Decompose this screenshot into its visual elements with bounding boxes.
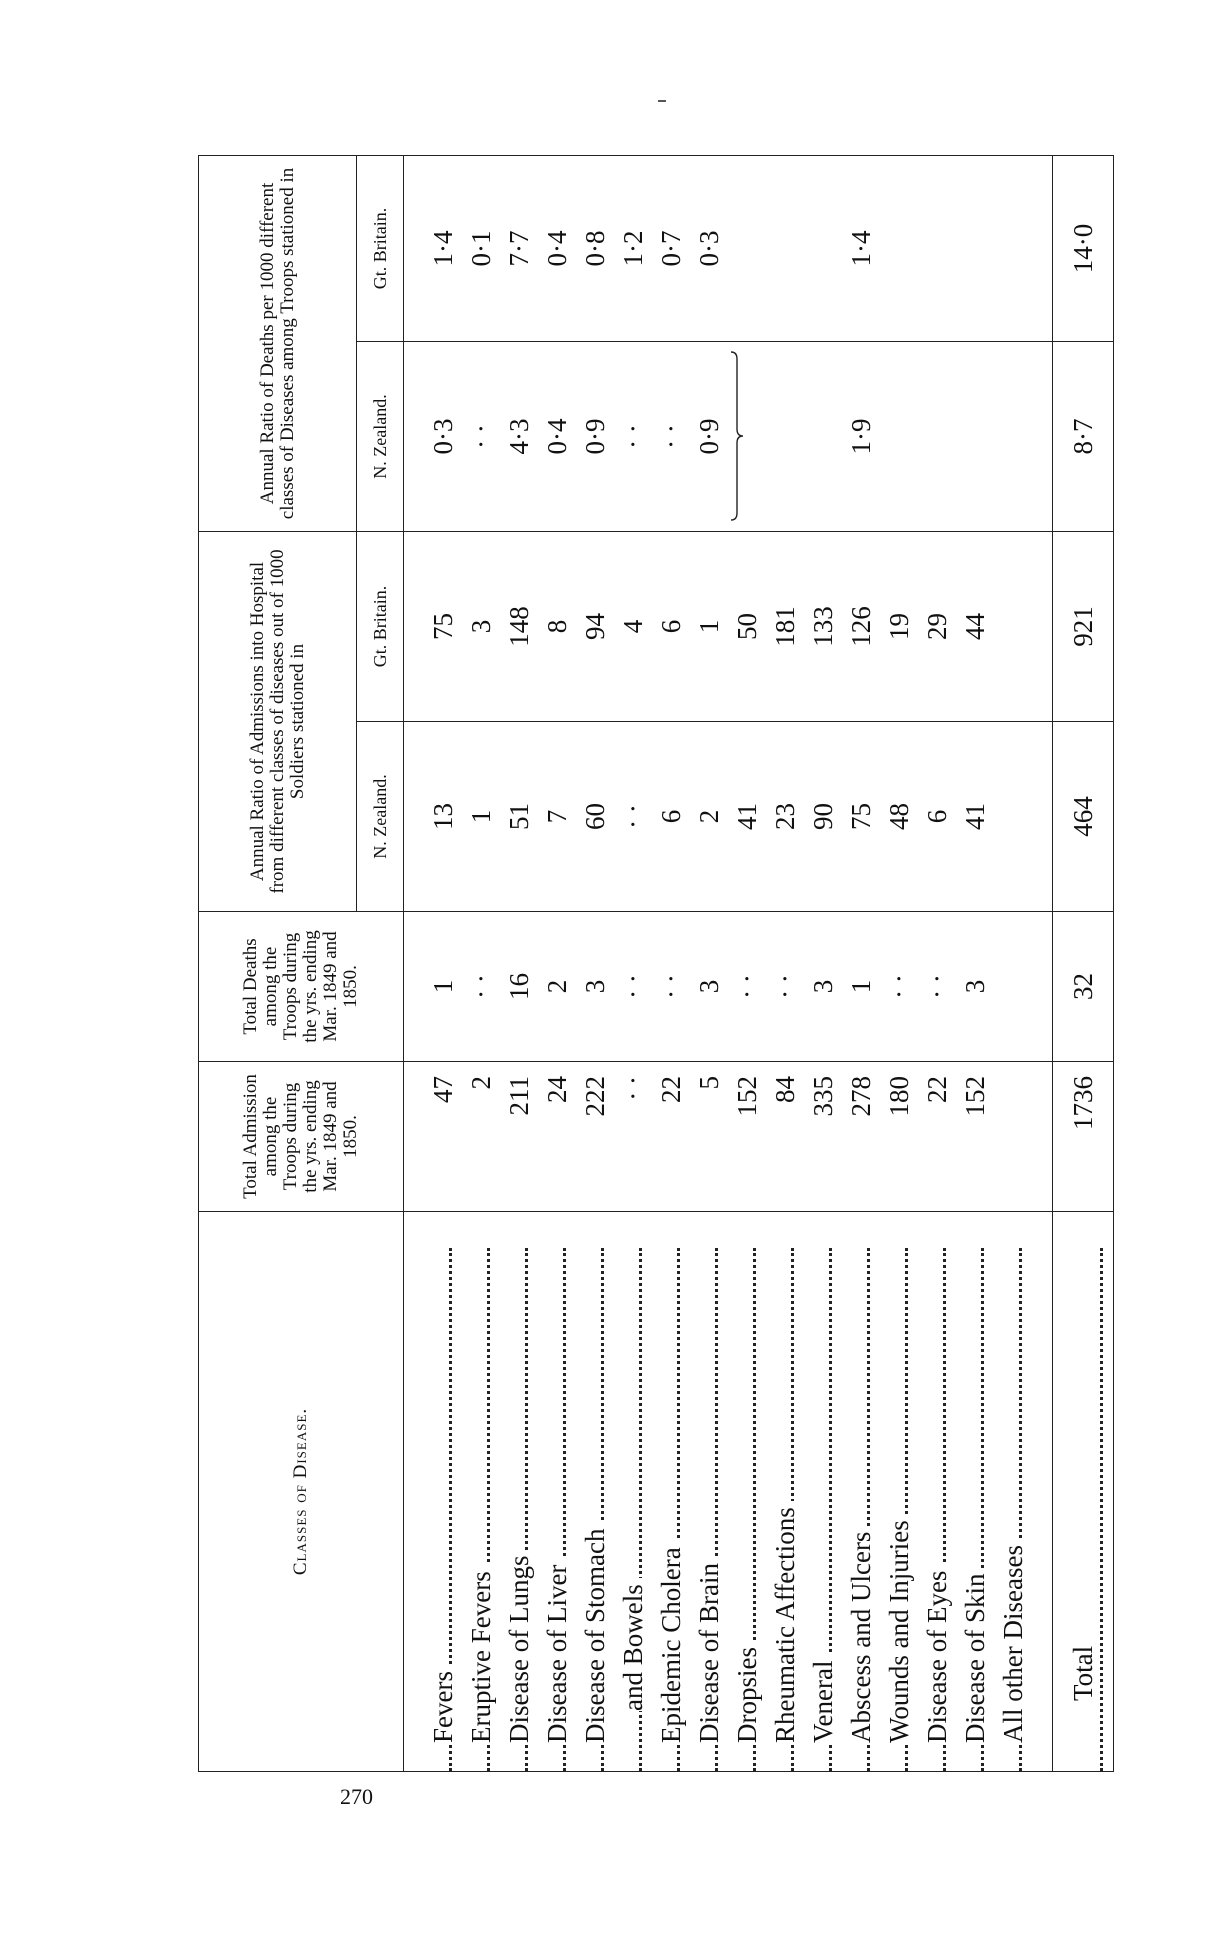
cell-deaths: · ·	[766, 912, 804, 1062]
disease-name: and Bowels	[618, 1578, 648, 1711]
leader-dots	[1100, 1248, 1103, 1771]
cell-adm-gb: 29	[918, 531, 956, 721]
header-death-gb: Gt. Britain.	[357, 155, 404, 341]
disease-name-cell	[614, 1212, 652, 1772]
cell-adm: 84	[766, 1062, 804, 1212]
table-row	[614, 155, 652, 1771]
disease-name-cell	[462, 1212, 500, 1772]
disease-name: Fevers	[428, 1665, 458, 1743]
disease-name: Rheumatic Affections	[770, 1501, 800, 1743]
header-classes-of-disease: Classes of Disease.	[199, 1212, 404, 1772]
cell-deaths: 1	[424, 912, 462, 1062]
cell-death-gb	[918, 155, 956, 341]
disease-name-cell	[804, 1212, 842, 1772]
disease-name-cell	[728, 1212, 766, 1772]
cell-death-gb: 0·4	[538, 155, 576, 341]
disease-name-cell	[766, 1212, 804, 1772]
header-death-nz: N. Zealand.	[357, 341, 404, 531]
cell-death-gb	[956, 155, 994, 341]
cell-adm-gb: 44	[956, 531, 994, 721]
table-row	[576, 155, 614, 1771]
disease-name-cell	[956, 1212, 994, 1772]
cell-adm: 180	[880, 1062, 918, 1212]
cell-death-nz: · ·	[614, 341, 652, 531]
cell-adm-nz: 6	[918, 722, 956, 912]
cell-adm-nz: 41	[728, 722, 766, 912]
header-adm-gb: Gt. Britain.	[357, 531, 404, 721]
disease-name: Disease of Eyes	[922, 1565, 952, 1743]
table-row	[538, 155, 576, 1771]
cell-death-nz	[766, 341, 804, 531]
disease-name-cell	[500, 1212, 538, 1772]
cell-adm-gb: 921	[1053, 531, 1114, 721]
total-row	[1053, 155, 1114, 1771]
page-number: 270	[340, 1784, 373, 1809]
table-row	[424, 155, 462, 1771]
cell-death-gb: 7·7	[500, 155, 538, 341]
cell-adm-nz: 2	[690, 722, 728, 912]
cell-deaths: 1	[842, 912, 880, 1062]
disease-name: Disease of Liver	[542, 1559, 572, 1743]
cell-death-nz: 4·3	[500, 341, 538, 531]
cell-deaths: 3	[804, 912, 842, 1062]
table-row	[728, 155, 766, 1771]
table-row	[804, 155, 842, 1771]
disease-name: Disease of Lungs	[504, 1550, 534, 1743]
cell-deaths: · ·	[728, 912, 766, 1062]
cell-death-nz	[994, 341, 1032, 531]
corner-mark	[658, 100, 666, 102]
cell-deaths: 16	[500, 912, 538, 1062]
disease-name: All other Diseases	[998, 1539, 1028, 1743]
cell-adm-nz	[994, 722, 1032, 912]
cell-adm-nz: 60	[576, 722, 614, 912]
cell-death-gb	[766, 155, 804, 341]
cell-adm-gb: 6	[652, 531, 690, 721]
cell-adm: 22	[652, 1062, 690, 1212]
table-row	[918, 155, 956, 1771]
cell-deaths: · ·	[462, 912, 500, 1062]
cell-adm-gb: 19	[880, 531, 918, 721]
cell-death-nz	[956, 341, 994, 531]
cell-adm: 5	[690, 1062, 728, 1212]
table-row	[880, 155, 918, 1771]
cell-deaths: · ·	[918, 912, 956, 1062]
cell-adm-gb: 3	[462, 531, 500, 721]
cell-adm: 222	[576, 1062, 614, 1212]
cell-adm-nz: 51	[500, 722, 538, 912]
cell-deaths: · ·	[614, 912, 652, 1062]
cell-death-nz	[728, 341, 766, 531]
table-row	[462, 155, 500, 1771]
cell-adm-gb: 50	[728, 531, 766, 721]
header-total-deaths: Total Deaths among the Troops during the yrs. ending Mar. 1849 and 1850.	[199, 912, 404, 1062]
disease-name: Disease of Brain	[694, 1557, 724, 1743]
disease-statistics-table	[198, 155, 1114, 1772]
table-row	[652, 155, 690, 1771]
disease-name-cell	[842, 1212, 880, 1772]
cell-death-nz: 0·9	[576, 341, 614, 531]
cell-adm-nz: 48	[880, 722, 918, 912]
disease-name-cell	[690, 1212, 728, 1772]
cell-death-gb	[728, 155, 766, 341]
table-row	[766, 155, 804, 1771]
cell-death-nz: · ·	[462, 341, 500, 531]
cell-death-gb: 1·4	[424, 155, 462, 341]
table-row	[842, 155, 880, 1771]
cell-deaths: · ·	[652, 912, 690, 1062]
disease-name: Epidemic Cholera	[656, 1541, 686, 1743]
cell-death-gb	[880, 155, 918, 341]
cell-adm-gb: 94	[576, 531, 614, 721]
cell-death-nz	[880, 341, 918, 531]
cell-adm-nz: · ·	[614, 722, 652, 912]
cell-adm-nz: 7	[538, 722, 576, 912]
disease-name: Eruptive Fevers	[466, 1565, 496, 1743]
cell-adm: 22	[918, 1062, 956, 1212]
cell-death-nz	[918, 341, 956, 531]
cell-death-nz: · ·	[652, 341, 690, 531]
cell-death-nz: 0·9	[690, 341, 728, 531]
cell-adm	[994, 1062, 1032, 1212]
cell-adm-nz: 75	[842, 722, 880, 912]
cell-deaths: 3	[690, 912, 728, 1062]
disease-name: Dropsies	[732, 1641, 762, 1743]
disease-name: Wounds and Injuries	[884, 1514, 914, 1743]
cell-death-nz	[804, 341, 842, 531]
cell-adm-gb: 8	[538, 531, 576, 721]
disease-name: Veneral	[808, 1655, 838, 1743]
disease-name: Abscess and Ulcers	[846, 1526, 876, 1743]
cell-death-nz: 0·3	[424, 341, 462, 531]
cell-deaths: 3	[576, 912, 614, 1062]
cell-death-gb: 0·8	[576, 155, 614, 341]
cell-death-nz: 0·4	[538, 341, 576, 531]
header-total-admissions: Total Admission among the Troops during the yrs. ending Mar. 1849 and 1850.	[199, 1062, 404, 1212]
disease-name-cell	[1053, 1212, 1114, 1772]
cell-death-gb: 0·1	[462, 155, 500, 341]
cell-adm-gb: 1	[690, 531, 728, 721]
disease-name-cell	[538, 1212, 576, 1772]
cell-death-gb: 0·7	[652, 155, 690, 341]
disease-name-cell	[994, 1212, 1032, 1772]
cell-death-gb: 14·0	[1053, 155, 1114, 341]
cell-adm: 1736	[1053, 1062, 1114, 1212]
disease-name-cell	[918, 1212, 956, 1772]
cell-adm: 335	[804, 1062, 842, 1212]
cell-deaths: 2	[538, 912, 576, 1062]
disease-name-cell	[576, 1212, 614, 1772]
cell-adm-gb: 148	[500, 531, 538, 721]
cell-adm-gb: 4	[614, 531, 652, 721]
cell-deaths: 3	[956, 912, 994, 1062]
table-row	[956, 155, 994, 1771]
cell-adm: · ·	[614, 1062, 652, 1212]
cell-adm: 152	[728, 1062, 766, 1212]
cell-deaths	[994, 912, 1032, 1062]
cell-adm-gb: 126	[842, 531, 880, 721]
cell-deaths: · ·	[880, 912, 918, 1062]
cell-adm-nz: 464	[1053, 722, 1114, 912]
cell-adm-nz: 41	[956, 722, 994, 912]
table-row	[994, 155, 1032, 1771]
cell-adm: 47	[424, 1062, 462, 1212]
cell-adm-gb: 75	[424, 531, 462, 721]
cell-adm: 211	[500, 1062, 538, 1212]
disease-name: Disease of Stomach	[580, 1523, 610, 1743]
cell-death-nz: 1·9	[842, 341, 880, 531]
disease-name: Disease of Skin	[960, 1568, 990, 1743]
table-body	[404, 155, 1114, 1771]
cell-adm-nz: 6	[652, 722, 690, 912]
grouping-brace-icon	[730, 351, 744, 521]
cell-adm-nz: 90	[804, 722, 842, 912]
header-ratio-deaths: Annual Ratio of Deaths per 1000 different classes of Diseases among Troops stationed in	[199, 155, 357, 531]
disease-name-cell	[652, 1212, 690, 1772]
table-row	[690, 155, 728, 1771]
disease-name: Total	[1068, 1640, 1098, 1701]
cell-death-gb: 1·2	[614, 155, 652, 341]
cell-adm: 278	[842, 1062, 880, 1212]
cell-death-nz: 8·7	[1053, 341, 1114, 531]
cell-adm: 2	[462, 1062, 500, 1212]
cell-death-gb	[804, 155, 842, 341]
cell-adm-nz: 13	[424, 722, 462, 912]
cell-adm-gb: 133	[804, 531, 842, 721]
cell-adm-nz: 1	[462, 722, 500, 912]
header-ratio-admissions: Annual Ratio of Admissions into Hospital from different classes of diseases out of 1000 Soldiers stationed in	[199, 531, 357, 911]
cell-adm: 152	[956, 1062, 994, 1212]
cell-death-gb: 0·3	[690, 155, 728, 341]
rotated-table-wrapper	[198, 156, 1098, 1772]
cell-adm: 24	[538, 1062, 576, 1212]
disease-name-cell	[880, 1212, 918, 1772]
disease-name-cell	[424, 1212, 462, 1772]
cell-adm-gb: 181	[766, 531, 804, 721]
table-row	[500, 155, 538, 1771]
cell-death-gb: 1·4	[842, 155, 880, 341]
cell-adm-gb	[994, 531, 1032, 721]
cell-adm-nz: 23	[766, 722, 804, 912]
cell-deaths: 32	[1053, 912, 1114, 1062]
cell-death-gb	[994, 155, 1032, 341]
header-adm-nz: N. Zealand.	[357, 722, 404, 912]
